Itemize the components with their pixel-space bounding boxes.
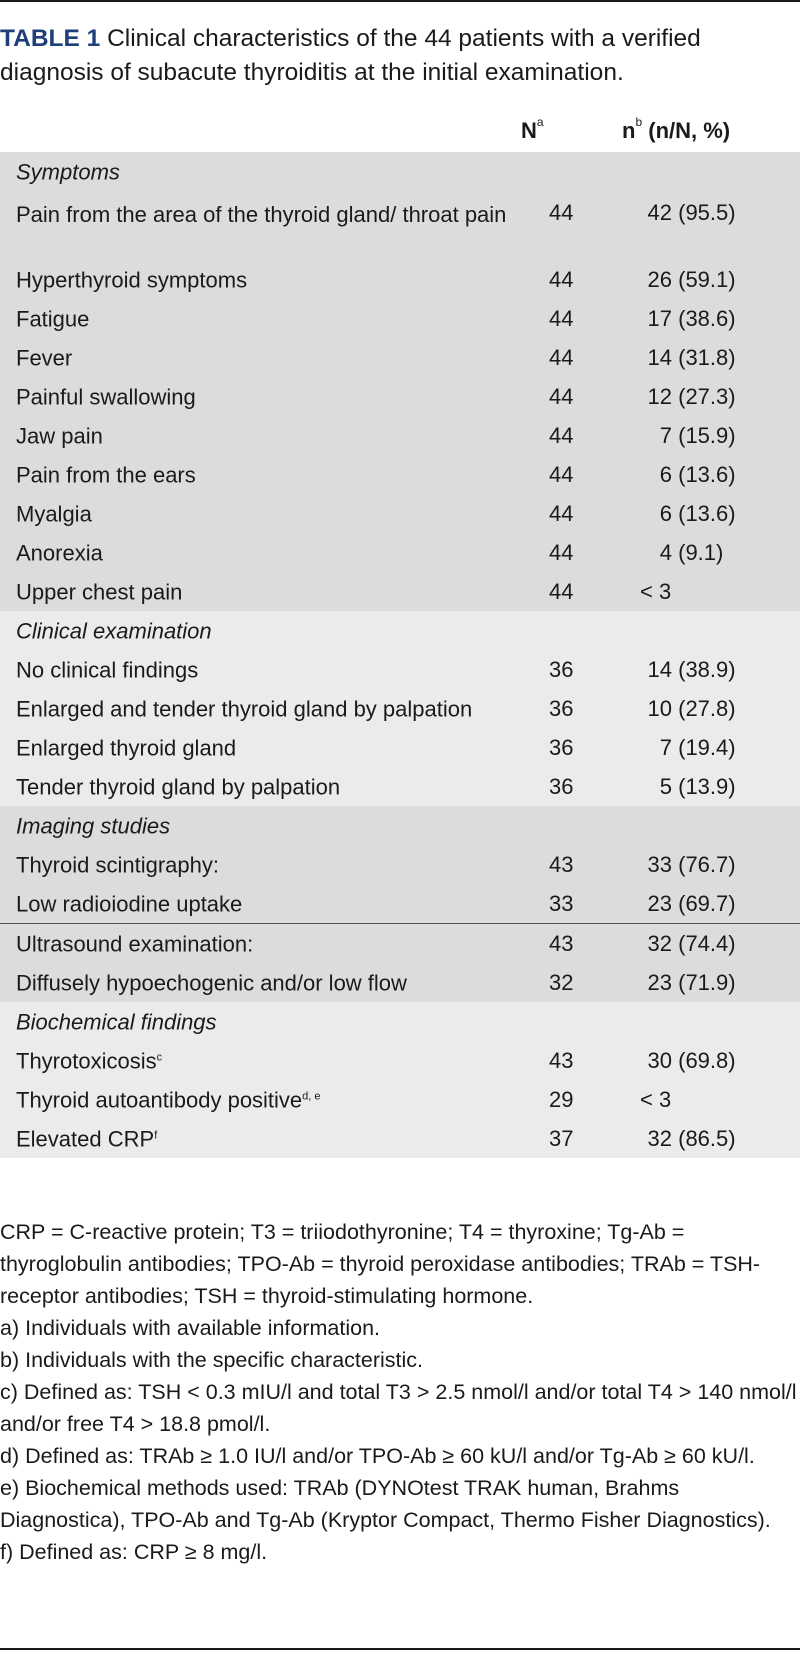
table-row: [0, 924, 800, 963]
table-row: [0, 650, 800, 689]
row-count-value: 10 (27.8): [647, 695, 736, 721]
row-n-value: 44: [549, 500, 574, 526]
table-row: [0, 338, 800, 377]
section-title: Biochemical findings: [16, 1009, 217, 1034]
footnote-marker: f: [154, 1129, 158, 1141]
section-header: [0, 806, 800, 845]
table-row: [0, 455, 800, 494]
row-count-value: 4 (9.1): [659, 539, 724, 565]
row-label: Low radioiodine uptake: [16, 891, 243, 916]
row-count-value: 23 (71.9): [647, 969, 736, 995]
table-row: [0, 377, 800, 416]
row-n-value: 43: [549, 930, 574, 956]
row-n-value: 44: [549, 578, 574, 604]
row-n-value: 44: [549, 266, 574, 292]
table-subgroup: [0, 923, 800, 1002]
section-title: Imaging studies: [16, 813, 171, 838]
section-title: Clinical examination: [16, 618, 212, 643]
row-n-value: 36: [549, 734, 574, 760]
row-count-value: 14 (31.8): [647, 344, 736, 370]
row-label: Painful swallowing: [16, 384, 196, 409]
row-label: Pain from the area of the thyroid gland/ throat pain: [16, 202, 507, 227]
table-group: [0, 611, 800, 806]
row-count-value: 42 (95.5): [647, 200, 736, 225]
table-row: [0, 767, 800, 806]
top-rule: [0, 0, 800, 2]
row-label: No clinical findings: [16, 657, 199, 682]
row-n-value: 36: [549, 773, 574, 799]
row-n-value: 44: [549, 305, 574, 331]
row-label: Anorexia: [16, 540, 103, 565]
table-caption: [0, 22, 795, 90]
row-label: Elevated CRP$^f$: [16, 1126, 158, 1151]
row-count-value: 30 (69.8): [647, 1047, 736, 1073]
row-label: Tender thyroid gland by palpation: [16, 774, 341, 799]
row-n-value: 44: [549, 383, 574, 409]
row-count-value: 7 (15.9): [659, 422, 736, 448]
row-n-value: 44: [549, 200, 574, 225]
row-label: Pain from the ears: [16, 462, 196, 487]
table-row: [0, 494, 800, 533]
row-n-value: 37: [549, 1125, 574, 1151]
footnote: b) Individuals with the specific characteristic.: [0, 1348, 424, 1372]
row-n-value: 44: [549, 539, 574, 565]
row-count-value: 32 (86.5): [647, 1125, 736, 1151]
row-label: Upper chest pain: [16, 579, 183, 604]
table-group: [0, 806, 800, 923]
row-n-value: 43: [549, 1047, 574, 1073]
row-count-value: 33 (76.7): [647, 851, 736, 877]
row-count-value: 7 (19.4): [659, 734, 736, 760]
table-row: [0, 533, 800, 572]
row-count-value: 32 (74.4): [647, 930, 736, 956]
characteristics-table: [0, 152, 800, 1158]
footnote: e) Biochemical methods used: TRAb (DYNOtest TRAK human, Brahms Diagnostica), TPO-Ab and Tg-Ab (Kryptor Compact, Thermo Fisher Diagnostics).: [0, 1476, 771, 1532]
row-label: Fatigue: [16, 306, 90, 331]
column-header-n: $N^a$: [521, 115, 544, 143]
bottom-rule: [0, 1648, 800, 1650]
table-row: [0, 884, 800, 923]
table-row: [0, 416, 800, 455]
row-label: Myalgia: [16, 501, 92, 526]
row-count-value: 6 (13.6): [659, 500, 736, 526]
table-row: [0, 1080, 800, 1119]
row-count-value: 26 (59.1): [647, 266, 736, 292]
row-label: Jaw pain: [16, 423, 103, 448]
section-header: [0, 1002, 800, 1041]
row-count-value: < 3: [640, 578, 672, 604]
row-n-value: 44: [549, 344, 574, 370]
row-n-value: 43: [549, 851, 574, 877]
row-count-value: < 3: [640, 1086, 672, 1112]
row-label: Enlarged thyroid gland: [16, 735, 237, 760]
row-n-value: 29: [549, 1086, 574, 1112]
row-n-value: 33: [549, 890, 574, 916]
table-row: [0, 299, 800, 338]
table-row: [0, 191, 800, 260]
column-header-count: $n^b$ (n/N, %): [622, 115, 731, 143]
table-row: [0, 963, 800, 1002]
footnote: f) Defined as: CRP ≥ 8 mg/l.: [0, 1540, 268, 1564]
row-label: Thyroid autoantibody positive$^{d, e}$: [16, 1087, 321, 1112]
row-label: Fever: [16, 345, 73, 370]
row-label: Thyrotoxicosis$^c$: [16, 1048, 163, 1073]
row-count-value: 23 (69.7): [647, 890, 736, 916]
footnote: c) Defined as: TSH < 0.3 mIU/l and total T3 > 2.5 nmol/l and/or total T4 > 140 nmol/l and/or free T4 > 18.8 pmol/l.: [0, 1380, 797, 1436]
table-row: [0, 728, 800, 767]
table-row: [0, 260, 800, 299]
row-n-value: 36: [549, 656, 574, 682]
footnote: a) Individuals with available information.: [0, 1316, 381, 1340]
row-label: Enlarged and tender thyroid gland by palpation: [16, 696, 473, 721]
table-row: [0, 845, 800, 884]
row-label: Ultrasound examination:: [16, 931, 254, 956]
table-row: [0, 689, 800, 728]
footnote: d) Defined as: TRAb ≥ 1.0 IU/l and/or TPO-Ab ≥ 60 kU/l and/or Tg-Ab ≥ 60 kU/l.: [0, 1444, 755, 1468]
row-count-value: 5 (13.9): [659, 773, 736, 799]
row-label: Diffusely hypoechogenic and/or low flow: [16, 970, 407, 995]
row-n-value: 36: [549, 695, 574, 721]
footnote-marker: c: [156, 1051, 163, 1063]
row-count-value: 17 (38.6): [647, 305, 736, 331]
table-label: TABLE 1: [0, 25, 101, 52]
footnote-marker: d, e: [302, 1090, 321, 1102]
table-group: [0, 1002, 800, 1158]
row-n-value: 44: [549, 422, 574, 448]
footnotes: [0, 1216, 800, 1568]
row-label: Thyroid scintigraphy:: [16, 852, 219, 877]
table-group: [0, 152, 800, 611]
footnote: CRP = C-reactive protein; T3 = triiodothyronine; T4 = thyroxine; Tg-Ab = thyroglobulin antibodies; TPO-Ab = thyroid peroxidase antibodies; TRAb = TSH-receptor antibodies; TSH = thyroid-stimulating hormone.: [0, 1220, 761, 1308]
table-row: [0, 572, 800, 611]
table-row: [0, 1119, 800, 1158]
table-row: [0, 1041, 800, 1080]
section-title: Symptoms: [16, 159, 120, 184]
section-header: [0, 152, 800, 191]
row-count-value: 12 (27.3): [647, 383, 736, 409]
row-n-value: 44: [549, 461, 574, 487]
row-count-value: 14 (38.9): [647, 656, 736, 682]
section-header: [0, 611, 800, 650]
row-count-value: 6 (13.6): [659, 461, 736, 487]
row-n-value: 32: [549, 969, 574, 995]
row-label: Hyperthyroid symptoms: [16, 267, 248, 292]
caption-text: Clinical characteristics of the 44 patients with a verified diagnosis of subacute thyroiditis at the initial examination.: [0, 25, 701, 86]
